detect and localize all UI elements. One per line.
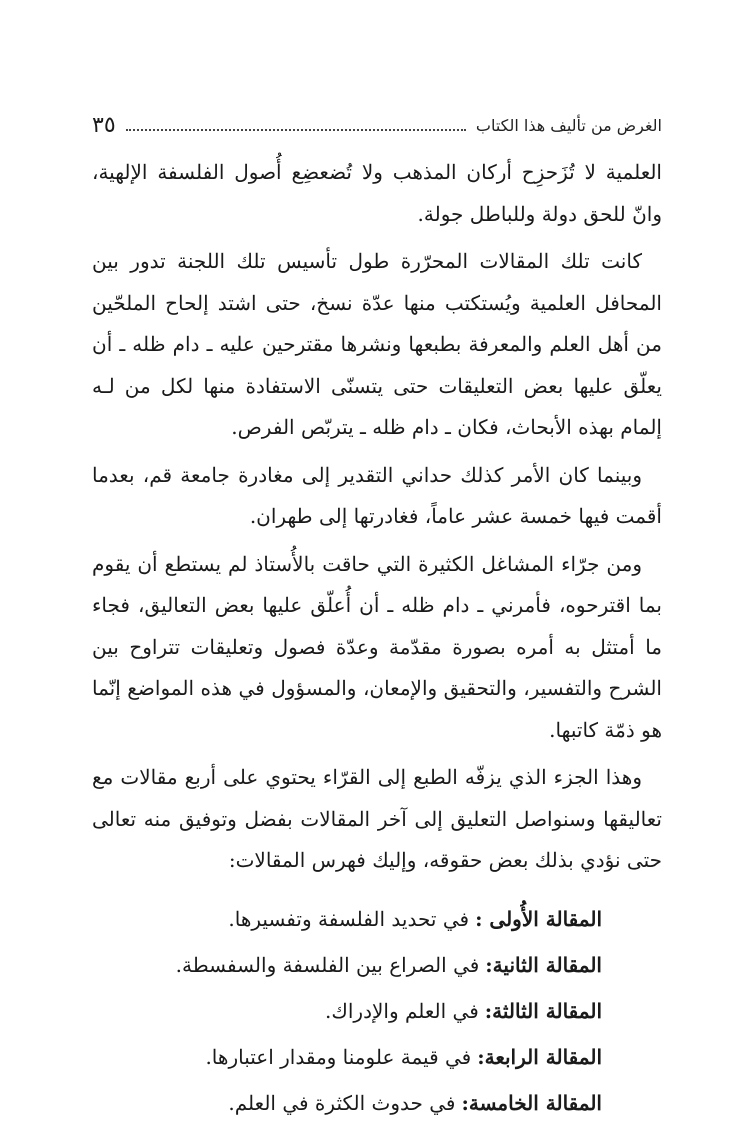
list-item [92,942,602,988]
article-topic: في حدوث الكثرة في العلم. [228,1090,456,1115]
article-label: المقالة الرابعة: [477,1044,602,1069]
article-topic: في الصراع بين الفلسفة والسفسطة. [175,952,480,977]
articles-index [92,896,602,1126]
article-label: المقالة الثانية: [485,952,602,977]
paragraph: وهذا الجزء الذي يزفّه الطبع إلى القرّاء يحتوي على أربع مقالات مع تعاليقها وسنواصل التعليق إلى آخر المقالات بفضل وتوفيق منه تعالى حتى نؤدي بذلك بعض حقوقه، وإليك فهرس المقالات: [92,765,662,872]
paragraph: وبينما كان الأمر كذلك حداني التقدير إلى مغادرة جامعة قم، بعدما أقمت فيها خمسة عشر عاماً، فغادرتها إلى طهران. [92,462,662,528]
article-label: المقالة الأُولى : [475,906,602,931]
list-item [92,896,602,942]
page-header [92,110,662,140]
list-item [92,1080,602,1126]
paragraph: ومن جرّاء المشاغل الكثيرة التي حاقت بالأُستاذ لم يستطع أن يقوم بما اقترحوه، فأمرني ـ دام ظله ـ أن أُعلّق عليها بعض التعاليق، فجاء ما أمتثل به أمره بصورة مقدّمة وعدّة فصول وتعليقات تتراوح بين الشرح والتفسير، والتحقيق والإمعان، والمسؤول في هذه المواضع إنّما هو ذمّة كاتبها. [92,551,662,742]
article-topic: في تحديد الفلسفة وتفسيرها. [228,906,470,931]
body-text [92,152,662,1126]
running-title: الغرض من تأليف هذا الكتاب [475,115,662,135]
list-item [92,1034,602,1080]
article-label: المقالة الثالثة: [484,998,602,1023]
list-item [92,988,602,1034]
paragraph: كانت تلك المقالات المحرّرة طول تأسيس تلك اللجنة تدور بين المحافل العلمية ويُستكتب منها عدّة نسخ، حتى اشتد إلحاح الملحّين من أهل العلم والمعرفة بطبعها ونشرها مقترحين عليه ـ دام ظله ـ أن يعلّق عليها بعض التعليقات حتى يتسنّى الاستفادة منها لكل من لـه إلمام بهذه الأبحاث، فكان ـ دام ظله ـ يتربّص الفرص. [92,249,662,439]
paragraph: العلمية لا تُزَحزِح أركان المذهب ولا تُضعضِع أُصول الفلسفة الإلهية، وانّ للحق دولة وللباطل جولة. [92,160,662,226]
dotted-leader [126,129,466,131]
article-label: المقالة الخامسة: [461,1090,602,1115]
page-number: ٣٥ [92,112,116,138]
article-topic: في قيمة علومنا ومقدار اعتبارها. [205,1044,472,1069]
article-topic: في العلم والإدراك. [325,998,479,1023]
